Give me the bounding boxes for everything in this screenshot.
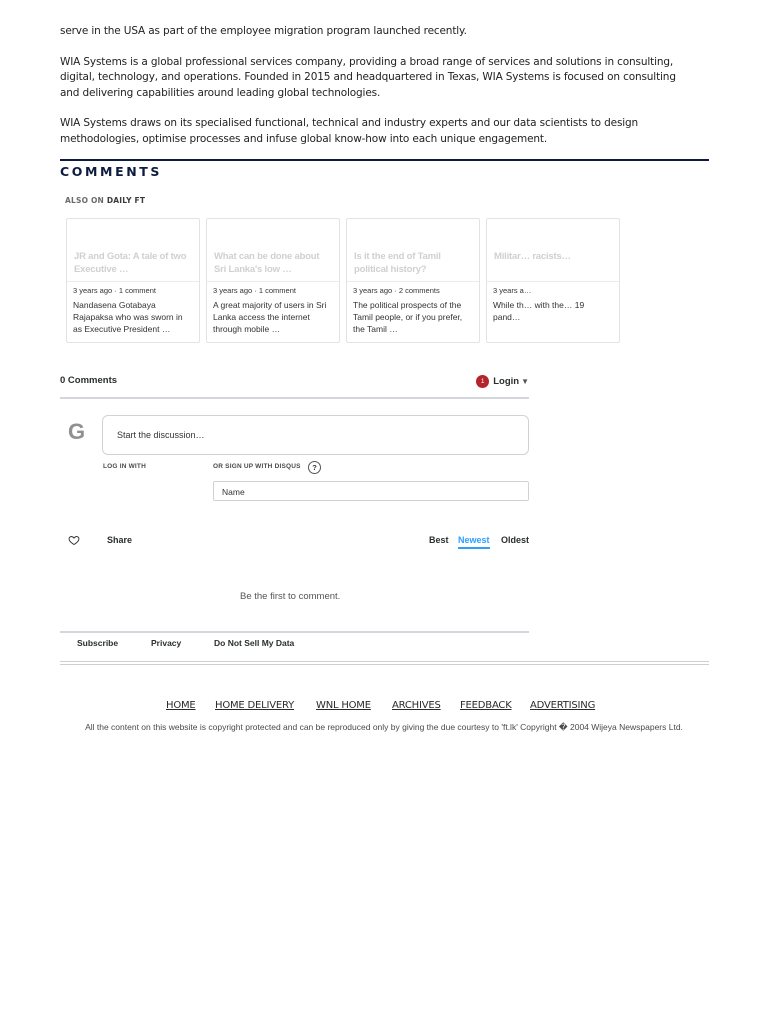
article-paragraph: serve in the USA as part of the employee migration program launched recently. <box>60 25 467 37</box>
sort-best[interactable]: Best <box>429 535 449 545</box>
disqus-footer-divider <box>60 631 529 633</box>
nav-wnl-home[interactable]: WNL HOME <box>316 700 371 711</box>
copyright-notice: All the content on this website is copyright protected and can be reproduced only by giving the due courtesy to 'ft.lk' Copyright � 2004 Wijeya Newspapers Ltd. <box>85 722 683 732</box>
also-on-prefix: ALSO ON <box>65 196 105 205</box>
nav-archives[interactable]: ARCHIVES <box>392 700 441 711</box>
login-menu[interactable] <box>476 375 529 388</box>
comments-divider <box>60 159 709 161</box>
card-title: Is it the end of Tamil political history? <box>354 251 441 275</box>
card-snippet: While th… with the… 19 pand… <box>493 300 585 322</box>
article-paragraph: WIA Systems draws on its specialised functional, technical and industry experts and our data scientists to design methodologies, optimise processes and infuse global know-how into each unique engagement. <box>60 117 639 145</box>
card-snippet: The political prospects of the Tamil people, or if you prefer, the Tamil … <box>353 300 463 334</box>
sort-oldest[interactable]: Oldest <box>501 535 530 545</box>
comment-count: 0 Comments <box>60 375 118 386</box>
related-card[interactable] <box>66 218 200 343</box>
card-image-area <box>67 219 199 282</box>
card-meta: 3 years ago · 1 comment <box>213 286 296 295</box>
name-field[interactable]: Name <box>213 481 529 501</box>
page-divider <box>60 661 709 665</box>
card-title: Militar… racists… <box>494 251 571 262</box>
card-image-area <box>347 219 479 282</box>
related-card[interactable] <box>486 218 620 343</box>
card-title: What can be done about Sri Lanka's low … <box>214 251 320 275</box>
help-icon[interactable]: ? <box>308 461 321 474</box>
sort-newest[interactable]: Newest <box>458 535 490 549</box>
sign-up-label: OR SIGN UP WITH DISQUS <box>213 463 301 470</box>
card-image-area <box>487 219 619 282</box>
comment-actions <box>60 532 529 550</box>
related-stories <box>66 218 585 345</box>
card-snippet: A great majority of users in Sri Lanka access the internet through mobile … <box>213 300 327 334</box>
nav-advertising[interactable]: ADVERTISING <box>530 700 596 711</box>
empty-comments-message: Be the first to comment. <box>240 591 341 602</box>
card-meta: 3 years ago · 1 comment <box>73 286 156 295</box>
card-snippet: Nandasena Gotabaya Rajapaksa who was sworn in as Executive President … <box>73 300 183 334</box>
avatar: G <box>68 419 86 444</box>
related-card[interactable] <box>206 218 340 343</box>
log-in-with-label: LOG IN WITH <box>103 463 146 470</box>
heart-icon[interactable] <box>68 534 80 546</box>
related-card[interactable] <box>346 218 480 343</box>
card-meta: 3 years a… <box>493 286 532 295</box>
comments-heading: COMMENTS <box>60 164 163 179</box>
chevron-down-icon: ▼ <box>521 377 529 387</box>
do-not-sell-link[interactable]: Do Not Sell My Data <box>214 638 295 648</box>
card-meta: 3 years ago · 2 comments <box>353 286 440 295</box>
article-body <box>60 24 678 162</box>
article-paragraph: WIA Systems is a global professional services company, providing a broad range of services and solutions in consulting, digital, technology, and operations. Founded in 2015 and headquartered in Texas, WIA Systems is focused on consulting and delivering capabilities around leading global technologies. <box>60 55 676 99</box>
also-on-brand: DAILY FT <box>106 196 146 205</box>
login-label: Login <box>493 376 520 388</box>
card-title: JR and Gota: A tale of two Executive … <box>74 251 187 275</box>
privacy-link[interactable]: Privacy <box>151 638 182 648</box>
disqus-header <box>60 374 529 390</box>
subscribe-link[interactable]: Subscribe <box>77 638 119 648</box>
notification-badge: 1 <box>476 375 489 388</box>
nav-feedback[interactable]: FEEDBACK <box>460 700 512 711</box>
share-button[interactable]: Share <box>107 535 133 545</box>
disqus-divider <box>60 397 529 399</box>
nav-home-delivery[interactable]: HOME DELIVERY <box>215 700 295 711</box>
also-on-label <box>65 196 145 205</box>
comment-input[interactable]: Start the discussion… <box>102 415 529 455</box>
card-image-area <box>207 219 339 282</box>
nav-home[interactable]: HOME <box>166 700 196 711</box>
